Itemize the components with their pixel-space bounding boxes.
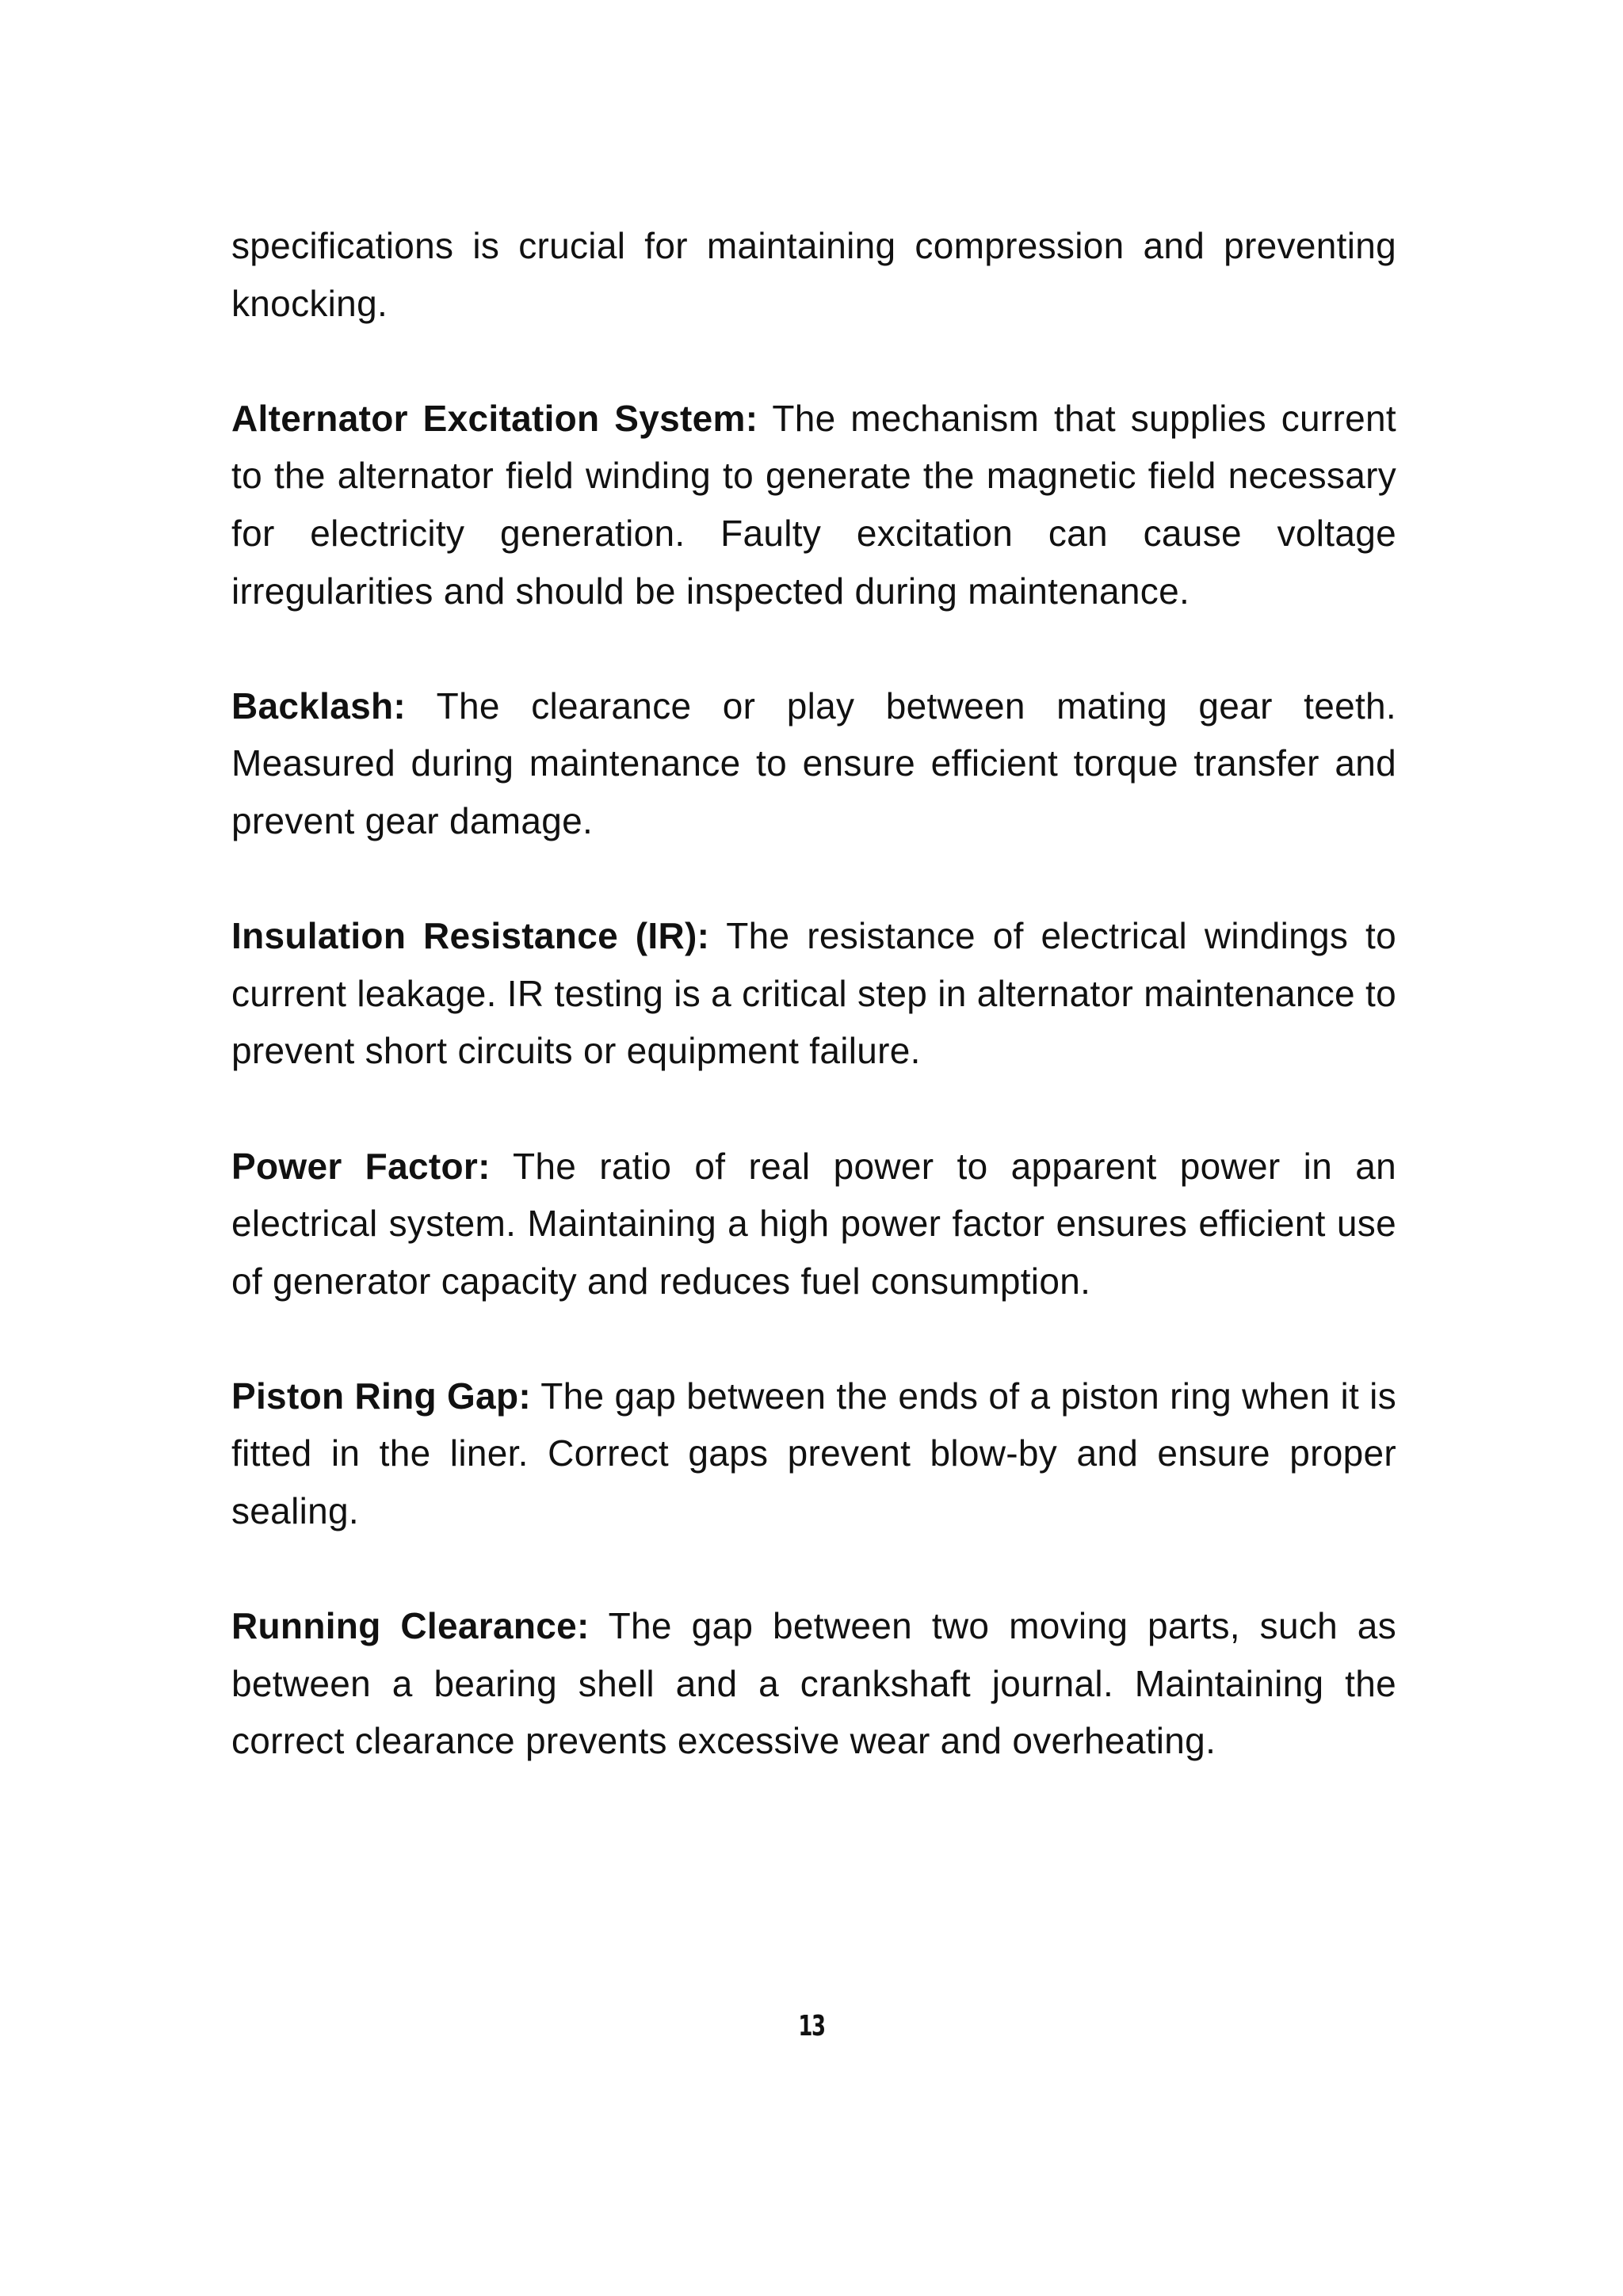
glossary-definition: The gap between the ends of a piston ring when it is fitted in the liner. Correct gaps prevent blow-by and ensure proper sealing. xyxy=(231,1375,1396,1532)
glossary-entry-piston-ring-gap xyxy=(231,1367,1396,1540)
glossary-definition: The gap between two moving parts, such as between a bearing shell and a crankshaft journal. Maintaining the correct clearance prevents excessive wear and overheating. xyxy=(231,1605,1396,1762)
glossary-term: Piston Ring Gap: xyxy=(231,1375,531,1417)
glossary-term: Backlash: xyxy=(231,685,407,727)
glossary-term: Alternator Excitation System: xyxy=(231,397,758,439)
glossary-definition: The resistance of electrical windings to current leakage. IR testing is a critical step in alternator maintenance to prevent short circuits or equipment failure. xyxy=(231,915,1397,1072)
glossary-definition: The clearance or play between mating gear teeth. Measured during maintenance to ensure efficient torque transfer and prevent gear damage. xyxy=(231,685,1396,841)
glossary-entry-power-factor xyxy=(231,1138,1396,1310)
glossary-definition: The mechanism that supplies current to the alternator field winding to generate the magnetic field necessary for electricity generation. Faulty excitation can cause voltage irregularities and should be inspected during maintenance. xyxy=(231,397,1396,612)
glossary-entry-backlash xyxy=(231,677,1396,850)
glossary-entry-insulation-resistance xyxy=(231,907,1396,1080)
glossary-entry-running-clearance xyxy=(231,1597,1396,1770)
glossary-body xyxy=(231,217,1396,1770)
glossary-definition: The ratio of real power to apparent power in an electrical system. Maintaining a high power factor ensures efficient use of generator capacity and reduces fuel consumption. xyxy=(231,1145,1396,1302)
glossary-term: Power Factor: xyxy=(231,1145,491,1187)
glossary-term: Insulation Resistance (IR): xyxy=(231,915,710,957)
page-number: 13 xyxy=(798,2010,825,2042)
glossary-term: Running Clearance: xyxy=(231,1605,590,1647)
glossary-entry-alternator-excitation-system xyxy=(231,390,1396,620)
intro-paragraph xyxy=(231,217,1396,332)
intro-text: specifications is crucial for maintaining compression and preventing knocking. xyxy=(231,225,1396,324)
